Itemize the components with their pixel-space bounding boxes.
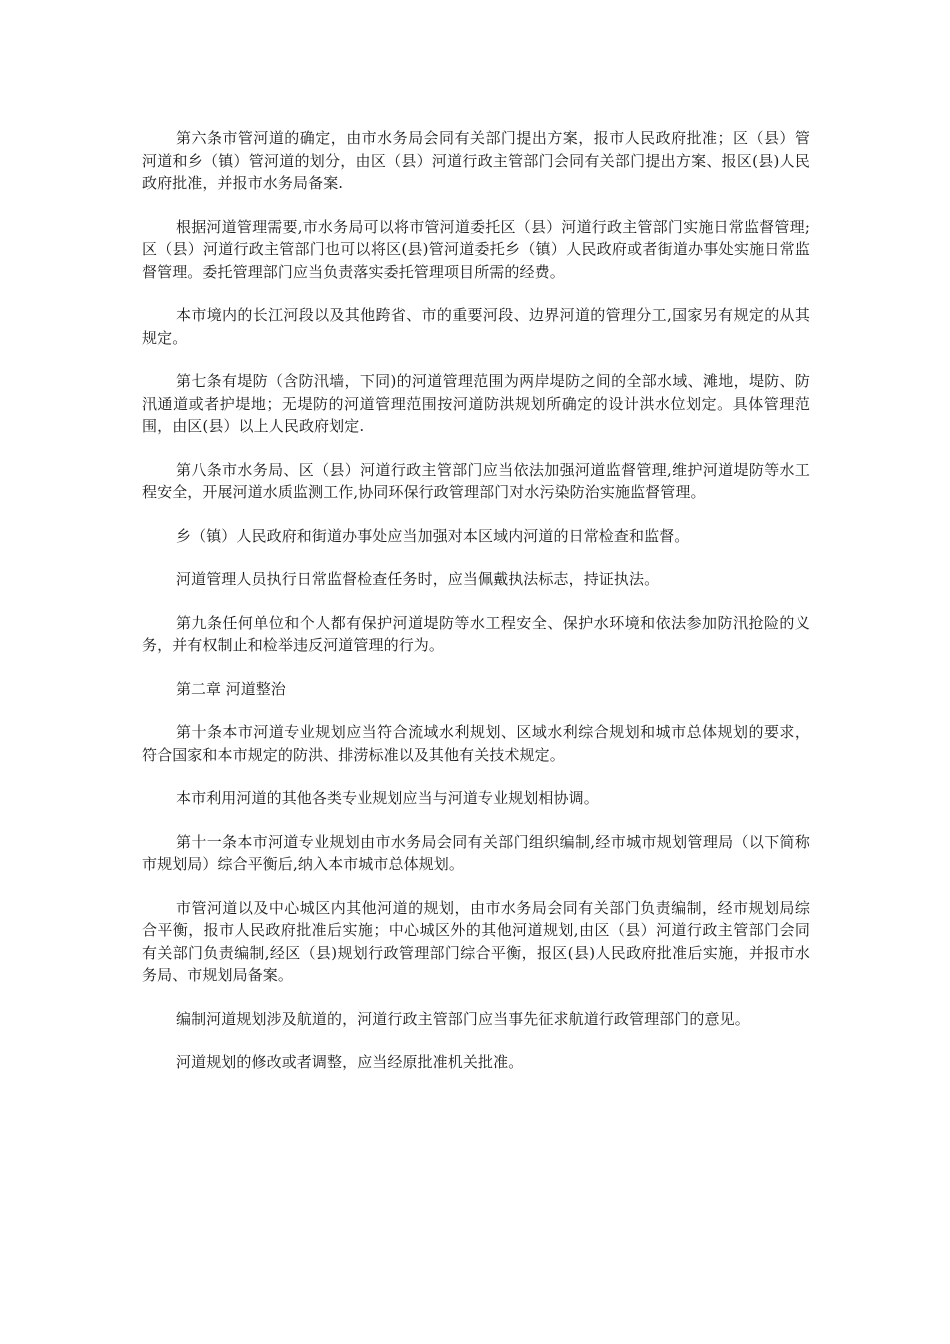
paragraph-township-inspection: 乡（镇）人民政府和街道办事处应当加强对本区域内河道的日常检查和监督。 xyxy=(176,526,690,545)
chapter-heading: 第二章 河道整治 xyxy=(176,679,286,698)
paragraph-plan-revision: 河道规划的修改或者调整，应当经原批准机关批准。 xyxy=(176,1053,524,1071)
paragraph-article-9: 第九条任何单位和个人都有保护河道堤防等水工程安全、保护水环境和依法参加防汛抢险的义务，并有权制止和检举违反河道管理的行为。 xyxy=(142,613,810,654)
paragraph-delegation: 根据河道管理需要,市水务局可以将市管河道委托区（县）河道行政主管部门实施日常监督管理;区（县）河道行政主管部门也可以将区(县)管河道委托乡（镇）人民政府或者街道办事处实施日常监督管理。委托管理部门应当负责落实委托管理项目所需的经费。 xyxy=(142,217,810,281)
paragraph-yangtze: 本市境内的长江河段以及其他跨省、市的重要河段、边界河道的管理分工,国家另有规定的从其规定。 xyxy=(142,306,810,347)
paragraph-article-8: 第八条市水务局、区（县）河道行政主管部门应当依法加强河道监督管理,维护河道堤防等水工程安全，开展河道水质监测工作,协同环保行政管理部门对水污染防治实施监督管理。 xyxy=(142,460,810,501)
paragraph-article-6: 第六条市管河道的确定，由市水务局会同有关部门提出方案，报市人民政府批准；区（县）管河道和乡（镇）管河道的划分，由区（县）河道行政主管部门会同有关部门提出方案、报区(县)人民政府批准，并报市水务局备案. xyxy=(142,129,810,192)
paragraph-article-7: 第七条有堤防（含防汛墙，下同)的河道管理范围为两岸堤防之间的全部水域、滩地，堤防、防汛通道或者护堤地；无堤防的河道管理范围按河道防洪规划所确定的设计洪水位划定。具体管理范围，由区(县）以上人民政府划定. xyxy=(142,372,810,435)
paragraph-article-11: 第十一条本市河道专业规划由市水务局会同有关部门组织编制,经市城市规划管理局（以下简称市规划局）综合平衡后,纳入本市城市总体规划。 xyxy=(142,832,810,873)
paragraph-enforcement: 河道管理人员执行日常监督检查任务时，应当佩戴执法标志，持证执法。 xyxy=(176,570,660,588)
document-page xyxy=(142,127,810,1095)
paragraph-coordination: 本市利用河道的其他各类专业规划应当与河道专业规划相协调。 xyxy=(176,789,599,807)
paragraph-navigation: 编制河道规划涉及航道的，河道行政主管部门应当事先征求航道行政管理部门的意见。 xyxy=(176,1009,750,1028)
paragraph-article-10: 第十条本市河道专业规划应当符合流域水利规划、区域水利综合规划和城市总体规划的要求，符合国家和本市规定的防洪、排涝标准以及其他有关技术规定。 xyxy=(142,723,810,764)
paragraph-planning-approval: 市管河道以及中心城区内其他河道的规划，由市水务局会同有关部门负责编制，经市规划局综合平衡，报市人民政府批准后实施；中心城区外的其他河道规划,由区（县）河道行政主管部门会同有关部门负责编制,经区（县)规划行政管理部门综合平衡，报区(县)人民政府批准后实施，并报市水务局、市规划局备案。 xyxy=(142,898,810,984)
